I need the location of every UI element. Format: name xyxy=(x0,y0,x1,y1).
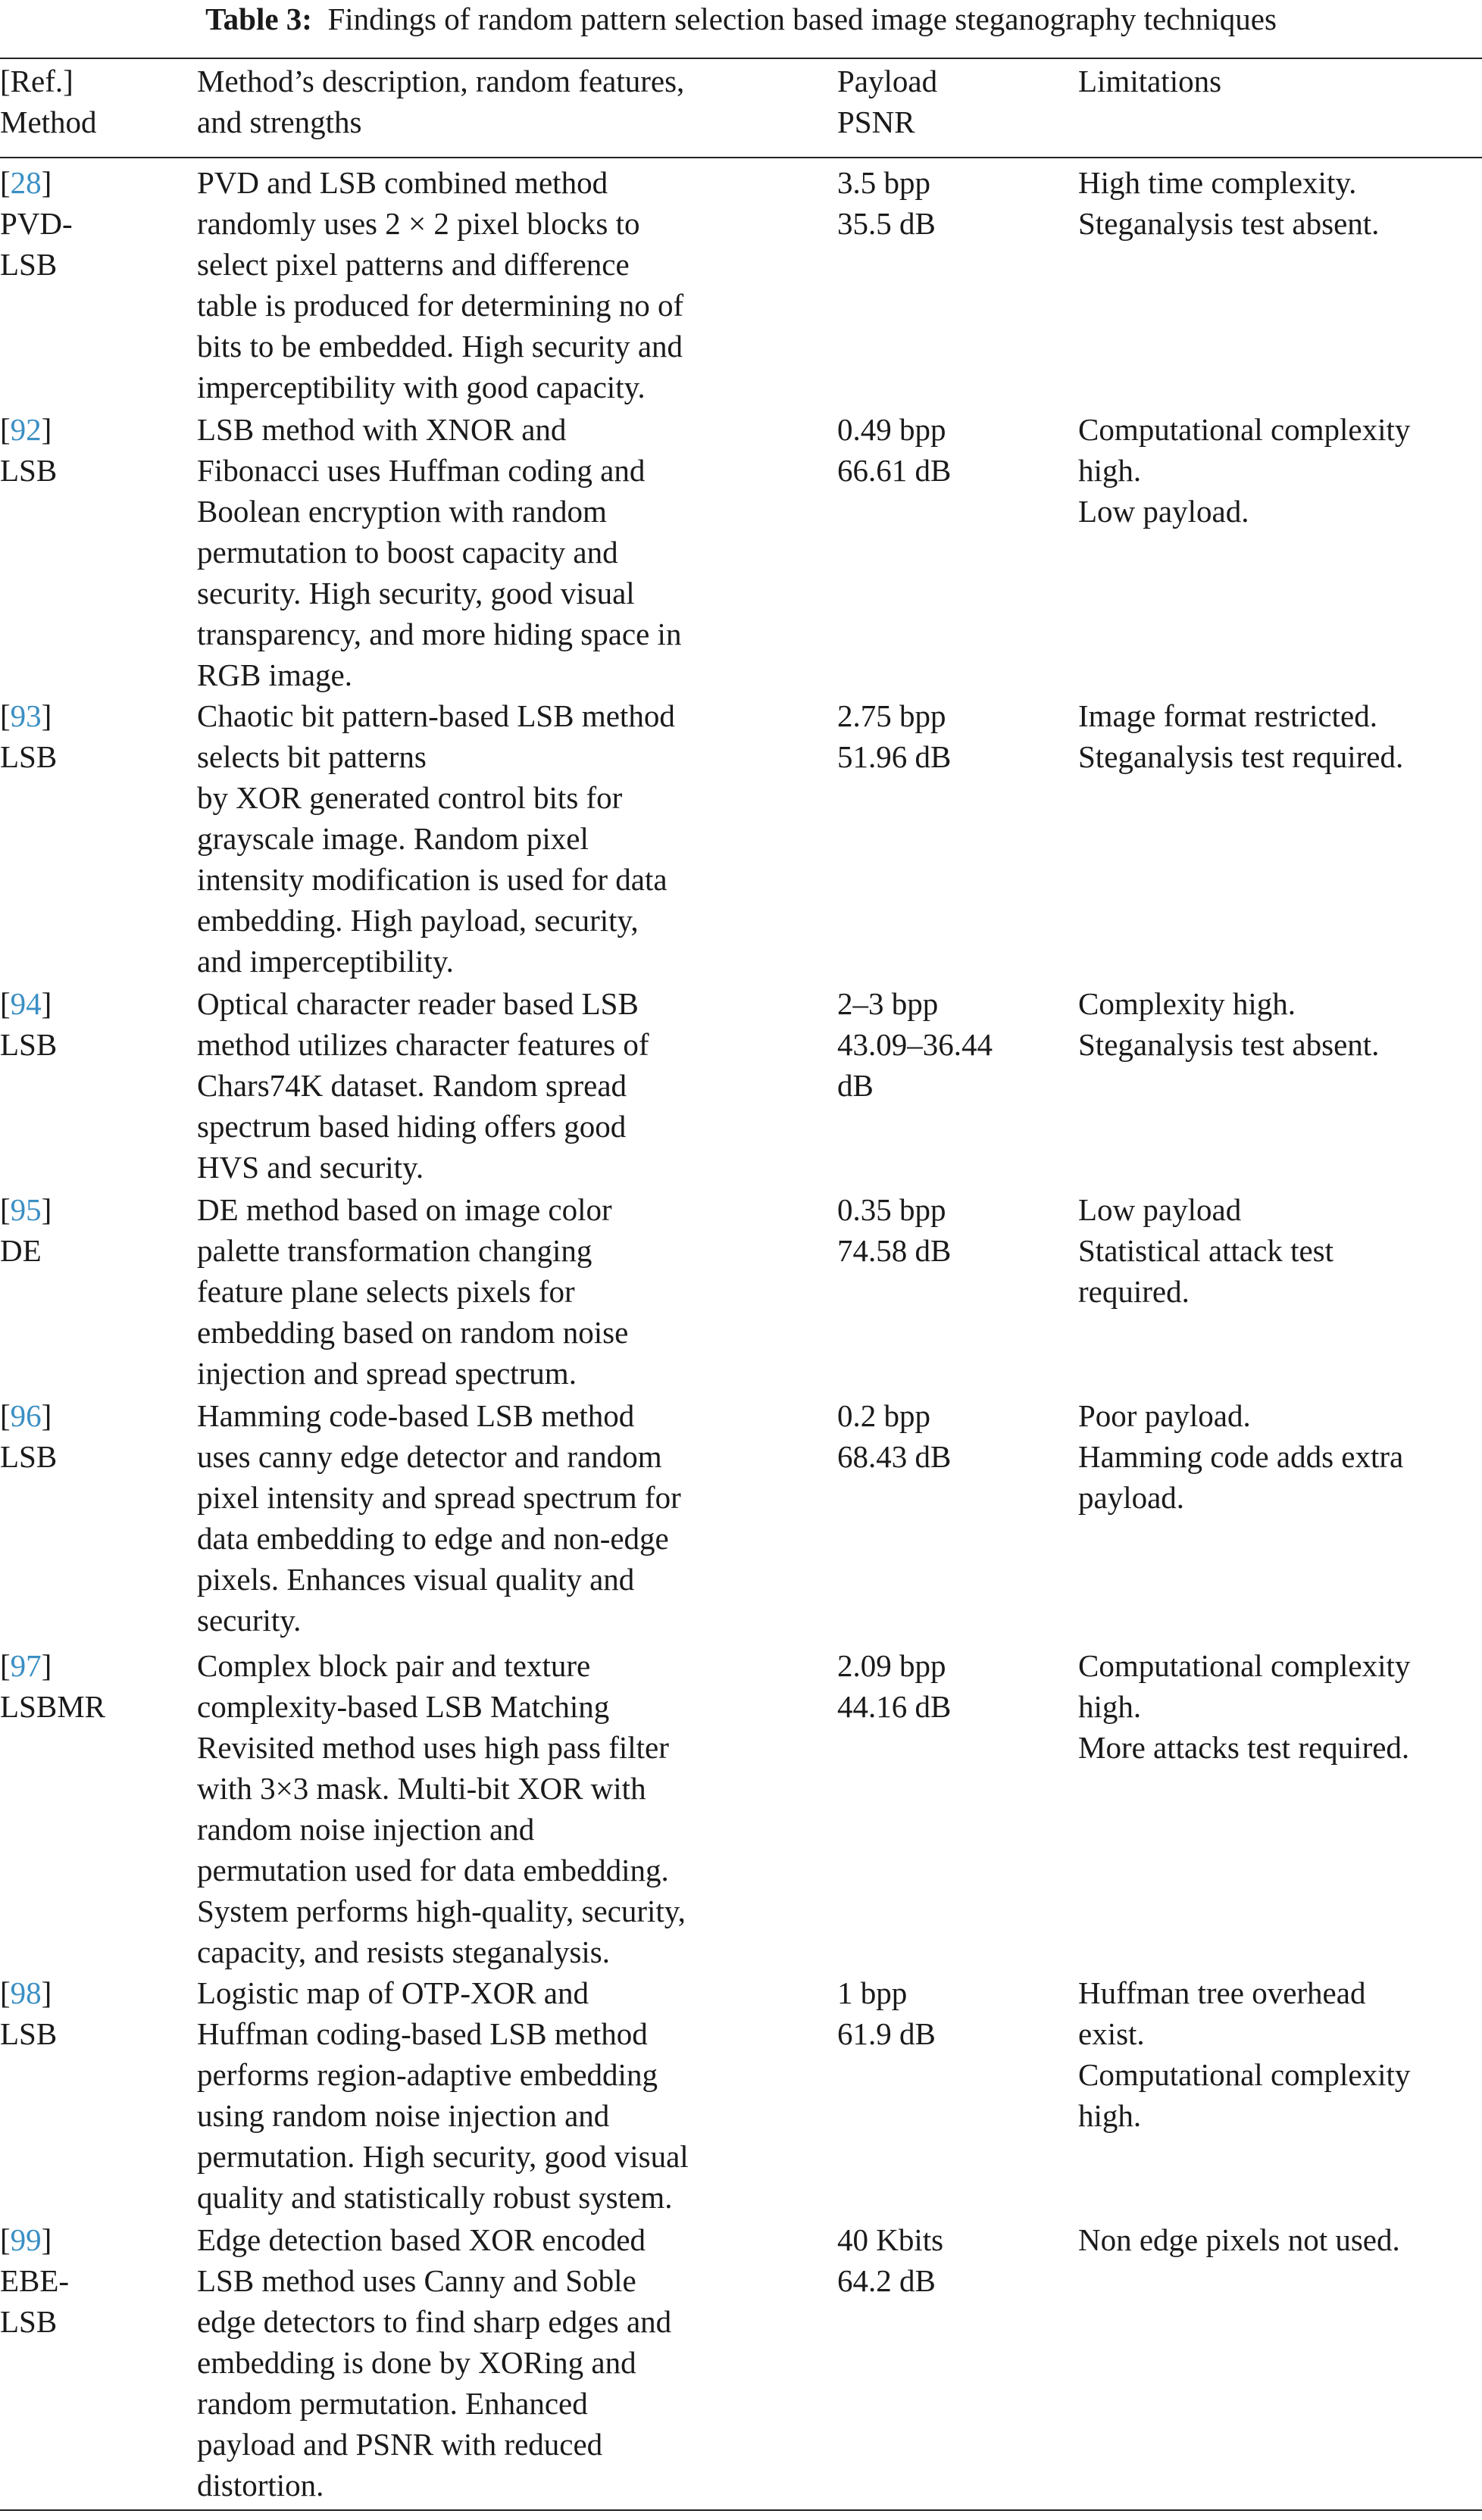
method-cell xyxy=(0,409,197,695)
description-line: RGB image. xyxy=(197,657,352,692)
description-line: palette transformation changing xyxy=(197,1233,592,1268)
ref-number[interactable]: 96 xyxy=(10,1398,42,1433)
method-line: LSB xyxy=(0,453,58,488)
limitation-line: Low payload xyxy=(1078,1192,1242,1227)
limitations-cell xyxy=(1078,983,1482,1189)
limitation-line: required. xyxy=(1078,1274,1190,1309)
table-caption xyxy=(0,0,1482,41)
description-line: distortion. xyxy=(197,2468,324,2503)
description-line: pixel intensity and spread spectrum for xyxy=(197,1480,681,1515)
description-cell xyxy=(197,1645,837,1972)
psnr-line: 35.5 dB xyxy=(837,206,936,241)
ref-citation[interactable]: [94] xyxy=(0,986,52,1021)
method-cell xyxy=(0,1645,197,1972)
payload-line: 3.5 bpp xyxy=(837,165,930,200)
payload-cell xyxy=(837,1189,1078,1395)
payload-line: 0.2 bpp xyxy=(837,1398,930,1433)
method-cell xyxy=(0,983,197,1189)
limitation-line: high. xyxy=(1078,2098,1142,2133)
description-line: pixels. Enhances visual quality and xyxy=(197,1562,635,1597)
description-line: permutation used for data embedding. xyxy=(197,1853,669,1888)
caption-label: Table 3: xyxy=(205,2,312,36)
ref-citation[interactable]: [95] xyxy=(0,1192,52,1227)
description-line: performs region-adaptive embedding xyxy=(197,2057,658,2092)
header-method xyxy=(0,61,197,156)
description-line: Boolean encryption with random xyxy=(197,494,607,529)
description-line: LSB method uses Canny and Soble xyxy=(197,2263,636,2298)
description-cell xyxy=(197,1972,837,2219)
limitations-cell xyxy=(1078,1395,1482,1645)
limitation-line: Computational complexity xyxy=(1078,2057,1411,2092)
header-method-line: [Ref.] xyxy=(0,64,73,98)
limitation-line: More attacks test required. xyxy=(1078,1730,1410,1765)
payload-cell xyxy=(837,409,1078,695)
method-cell xyxy=(0,1189,197,1395)
description-line: security. High security, good visual xyxy=(197,576,635,610)
limitation-line: Statistical attack test xyxy=(1078,1233,1334,1268)
method-line: PVD- xyxy=(0,206,73,241)
limitation-line: Complexity high. xyxy=(1078,986,1296,1021)
table-row xyxy=(0,409,1482,695)
description-line: capacity, and resists steganalysis. xyxy=(197,1934,610,1969)
ref-number[interactable]: 97 xyxy=(10,1648,42,1683)
payload-cell xyxy=(837,156,1078,409)
ref-citation[interactable]: [98] xyxy=(0,1975,52,2010)
header-method-line: Method xyxy=(0,105,97,139)
header-row xyxy=(0,61,1482,156)
payload-line: 2.09 bpp xyxy=(837,1648,946,1683)
description-line: Revisited method uses high pass filter xyxy=(197,1730,669,1765)
psnr-line: 68.43 dB xyxy=(837,1439,952,1474)
description-cell xyxy=(197,1395,837,1645)
caption-text: Findings of random pattern selection based image steganography techniques xyxy=(327,2,1277,36)
description-line: System performs high-quality, security, xyxy=(197,1894,686,1928)
payload-line: 0.35 bpp xyxy=(837,1192,946,1227)
payload-cell xyxy=(837,1645,1078,1972)
psnr-line: 61.9 dB xyxy=(837,2016,936,2051)
ref-citation[interactable]: [92] xyxy=(0,412,52,447)
description-line: Chars74K dataset. Random spread xyxy=(197,1068,627,1103)
method-line: EBE- xyxy=(0,2263,70,2298)
psnr-line: dB xyxy=(837,1068,874,1103)
description-cell xyxy=(197,2219,837,2509)
limitations-cell xyxy=(1078,409,1482,695)
payload-cell xyxy=(837,695,1078,983)
payload-line: 40 Kbits xyxy=(837,2222,944,2257)
description-line: by XOR generated control bits for xyxy=(197,780,623,815)
description-line: Huffman coding-based LSB method xyxy=(197,2016,648,2051)
description-line: Complex block pair and texture xyxy=(197,1648,591,1683)
limitations-cell xyxy=(1078,695,1482,983)
limitations-cell xyxy=(1078,1972,1482,2219)
limitations-cell xyxy=(1078,1645,1482,1972)
header-payload-line: Payload xyxy=(837,64,938,98)
description-line: select pixel patterns and difference xyxy=(197,247,630,282)
description-line: security. xyxy=(197,1603,302,1638)
payload-line: 2–3 bpp xyxy=(837,986,939,1021)
header-limitations xyxy=(1078,61,1482,156)
psnr-line: 44.16 dB xyxy=(837,1689,952,1724)
psnr-line: 51.96 dB xyxy=(837,739,952,774)
payload-cell xyxy=(837,1395,1078,1645)
psnr-line: 66.61 dB xyxy=(837,453,952,488)
description-line: payload and PSNR with reduced xyxy=(197,2427,603,2462)
description-line: embedding based on random noise xyxy=(197,1315,629,1350)
ref-citation[interactable]: [93] xyxy=(0,698,52,733)
limitation-line: high. xyxy=(1078,453,1142,488)
table-row xyxy=(0,2219,1482,2509)
limitation-line: Steganalysis test absent. xyxy=(1078,206,1380,241)
limitations-cell xyxy=(1078,2219,1482,2509)
description-line: spectrum based hiding offers good xyxy=(197,1109,627,1144)
description-line: feature plane selects pixels for xyxy=(197,1274,575,1309)
limitation-line: Hamming code adds extra xyxy=(1078,1439,1404,1474)
description-line: permutation to boost capacity and xyxy=(197,535,618,570)
ref-number[interactable]: 99 xyxy=(10,2222,42,2257)
description-line: method utilizes character features of xyxy=(197,1027,649,1062)
table-bottom-rule xyxy=(0,2509,1482,2511)
ref-citation[interactable]: [96] xyxy=(0,1398,52,1433)
psnr-line: 64.2 dB xyxy=(837,2263,936,2298)
limitation-line: Huffman tree overhead xyxy=(1078,1975,1366,2010)
description-line: grayscale image. Random pixel xyxy=(197,821,589,856)
table-row xyxy=(0,695,1482,983)
limitation-line: Image format restricted. xyxy=(1078,698,1378,733)
method-cell xyxy=(0,1972,197,2219)
description-line: Edge detection based XOR encoded xyxy=(197,2222,646,2257)
method-cell xyxy=(0,1395,197,1645)
ref-citation[interactable]: [97] xyxy=(0,1648,52,1683)
description-line: Hamming code-based LSB method xyxy=(197,1398,635,1433)
header-description xyxy=(197,61,837,156)
method-cell xyxy=(0,695,197,983)
header-payload xyxy=(837,61,1078,156)
description-line: using random noise injection and xyxy=(197,2098,610,2133)
limitation-line: Steganalysis test absent. xyxy=(1078,1027,1380,1062)
description-line: edge detectors to find sharp edges and xyxy=(197,2304,672,2339)
description-line: permutation. High security, good visual xyxy=(197,2139,689,2174)
ref-citation[interactable]: [28] xyxy=(0,165,52,200)
limitation-line: Non edge pixels not used. xyxy=(1078,2222,1400,2257)
limitations-cell xyxy=(1078,1189,1482,1395)
payload-line: 2.75 bpp xyxy=(837,698,946,733)
limitation-line: Steganalysis test required. xyxy=(1078,739,1404,774)
description-line: embedding is done by XORing and xyxy=(197,2345,636,2380)
description-cell xyxy=(197,695,837,983)
description-line: Chaotic bit pattern-based LSB method xyxy=(197,698,675,733)
table-row xyxy=(0,1645,1482,1972)
method-cell xyxy=(0,2219,197,2509)
ref-citation[interactable]: [99] xyxy=(0,2222,52,2257)
table-top-rule xyxy=(0,58,1482,59)
table-row xyxy=(0,1972,1482,2219)
limitation-line: Computational complexity xyxy=(1078,412,1411,447)
ref-number[interactable]: 93 xyxy=(10,698,42,733)
method-line: LSB xyxy=(0,247,58,282)
method-line: LSBMR xyxy=(0,1689,105,1724)
ref-number[interactable]: 28 xyxy=(10,165,42,200)
payload-cell xyxy=(837,2219,1078,2509)
limitation-line: exist. xyxy=(1078,2016,1145,2051)
description-line: and imperceptibility. xyxy=(197,944,454,979)
ref-number[interactable]: 92 xyxy=(10,412,42,447)
description-cell xyxy=(197,156,837,409)
description-line: uses canny edge detector and random xyxy=(197,1439,662,1474)
table-row xyxy=(0,1189,1482,1395)
ref-number[interactable]: 98 xyxy=(10,1975,42,2010)
description-line: table is produced for determining no of xyxy=(197,288,684,323)
description-line: selects bit patterns xyxy=(197,739,427,774)
limitation-line: high. xyxy=(1078,1689,1142,1724)
payload-line: 0.49 bpp xyxy=(837,412,946,447)
description-line: LSB method with XNOR and xyxy=(197,412,567,447)
method-line: LSB xyxy=(0,1439,58,1474)
description-line: Logistic map of OTP-XOR and xyxy=(197,1975,589,2010)
limitation-line: payload. xyxy=(1078,1480,1185,1515)
table-row xyxy=(0,983,1482,1189)
description-line: imperceptibility with good capacity. xyxy=(197,370,646,404)
description-line: transparency, and more hiding space in xyxy=(197,617,682,651)
description-line: bits to be embedded. High security and xyxy=(197,329,683,364)
description-line: injection and spread spectrum. xyxy=(197,1356,577,1391)
ref-number[interactable]: 94 xyxy=(10,986,42,1021)
findings-table xyxy=(0,61,1482,2509)
method-line: LSB xyxy=(0,739,58,774)
limitation-line: High time complexity. xyxy=(1078,165,1357,200)
method-line: LSB xyxy=(0,2304,58,2339)
limitations-cell xyxy=(1078,156,1482,409)
ref-number[interactable]: 95 xyxy=(10,1192,42,1227)
payload-cell xyxy=(837,1972,1078,2219)
description-cell xyxy=(197,983,837,1189)
method-line: LSB xyxy=(0,2016,58,2051)
header-limitations-line: Limitations xyxy=(1078,64,1222,98)
description-line: PVD and LSB combined method xyxy=(197,165,608,200)
description-line: intensity modification is used for data xyxy=(197,862,668,897)
header-description-line: Method’s description, random features, xyxy=(197,64,685,98)
limitation-line: Poor payload. xyxy=(1078,1398,1251,1433)
description-line: quality and statistically robust system. xyxy=(197,2180,673,2215)
payload-line: 1 bpp xyxy=(837,1975,908,2010)
description-line: random noise injection and xyxy=(197,1812,535,1847)
description-line: HVS and security. xyxy=(197,1150,424,1185)
description-line: data embedding to edge and non-edge xyxy=(197,1521,669,1556)
header-payload-line: PSNR xyxy=(837,105,915,139)
description-line: randomly uses 2 × 2 pixel blocks to xyxy=(197,206,640,241)
description-line: random permutation. Enhanced xyxy=(197,2386,588,2421)
payload-cell xyxy=(837,983,1078,1189)
description-cell xyxy=(197,409,837,695)
description-line: with 3×3 mask. Multi-bit XOR with xyxy=(197,1771,646,1806)
limitation-line: Computational complexity xyxy=(1078,1648,1411,1683)
description-line: DE method based on image color xyxy=(197,1192,612,1227)
method-line: LSB xyxy=(0,1027,58,1062)
description-line: Fibonacci uses Huffman coding and xyxy=(197,453,646,488)
description-cell xyxy=(197,1189,837,1395)
header-description-line: and strengths xyxy=(197,105,362,139)
description-line: Optical character reader based LSB xyxy=(197,986,639,1021)
table-row xyxy=(0,156,1482,409)
psnr-line: 43.09–36.44 xyxy=(837,1027,993,1062)
description-line: embedding. High payload, security, xyxy=(197,903,639,938)
method-cell xyxy=(0,156,197,409)
limitation-line: Low payload. xyxy=(1078,494,1249,529)
method-line: DE xyxy=(0,1233,42,1268)
psnr-line: 74.58 dB xyxy=(837,1233,952,1268)
description-line: complexity-based LSB Matching xyxy=(197,1689,610,1724)
table-row xyxy=(0,1395,1482,1645)
